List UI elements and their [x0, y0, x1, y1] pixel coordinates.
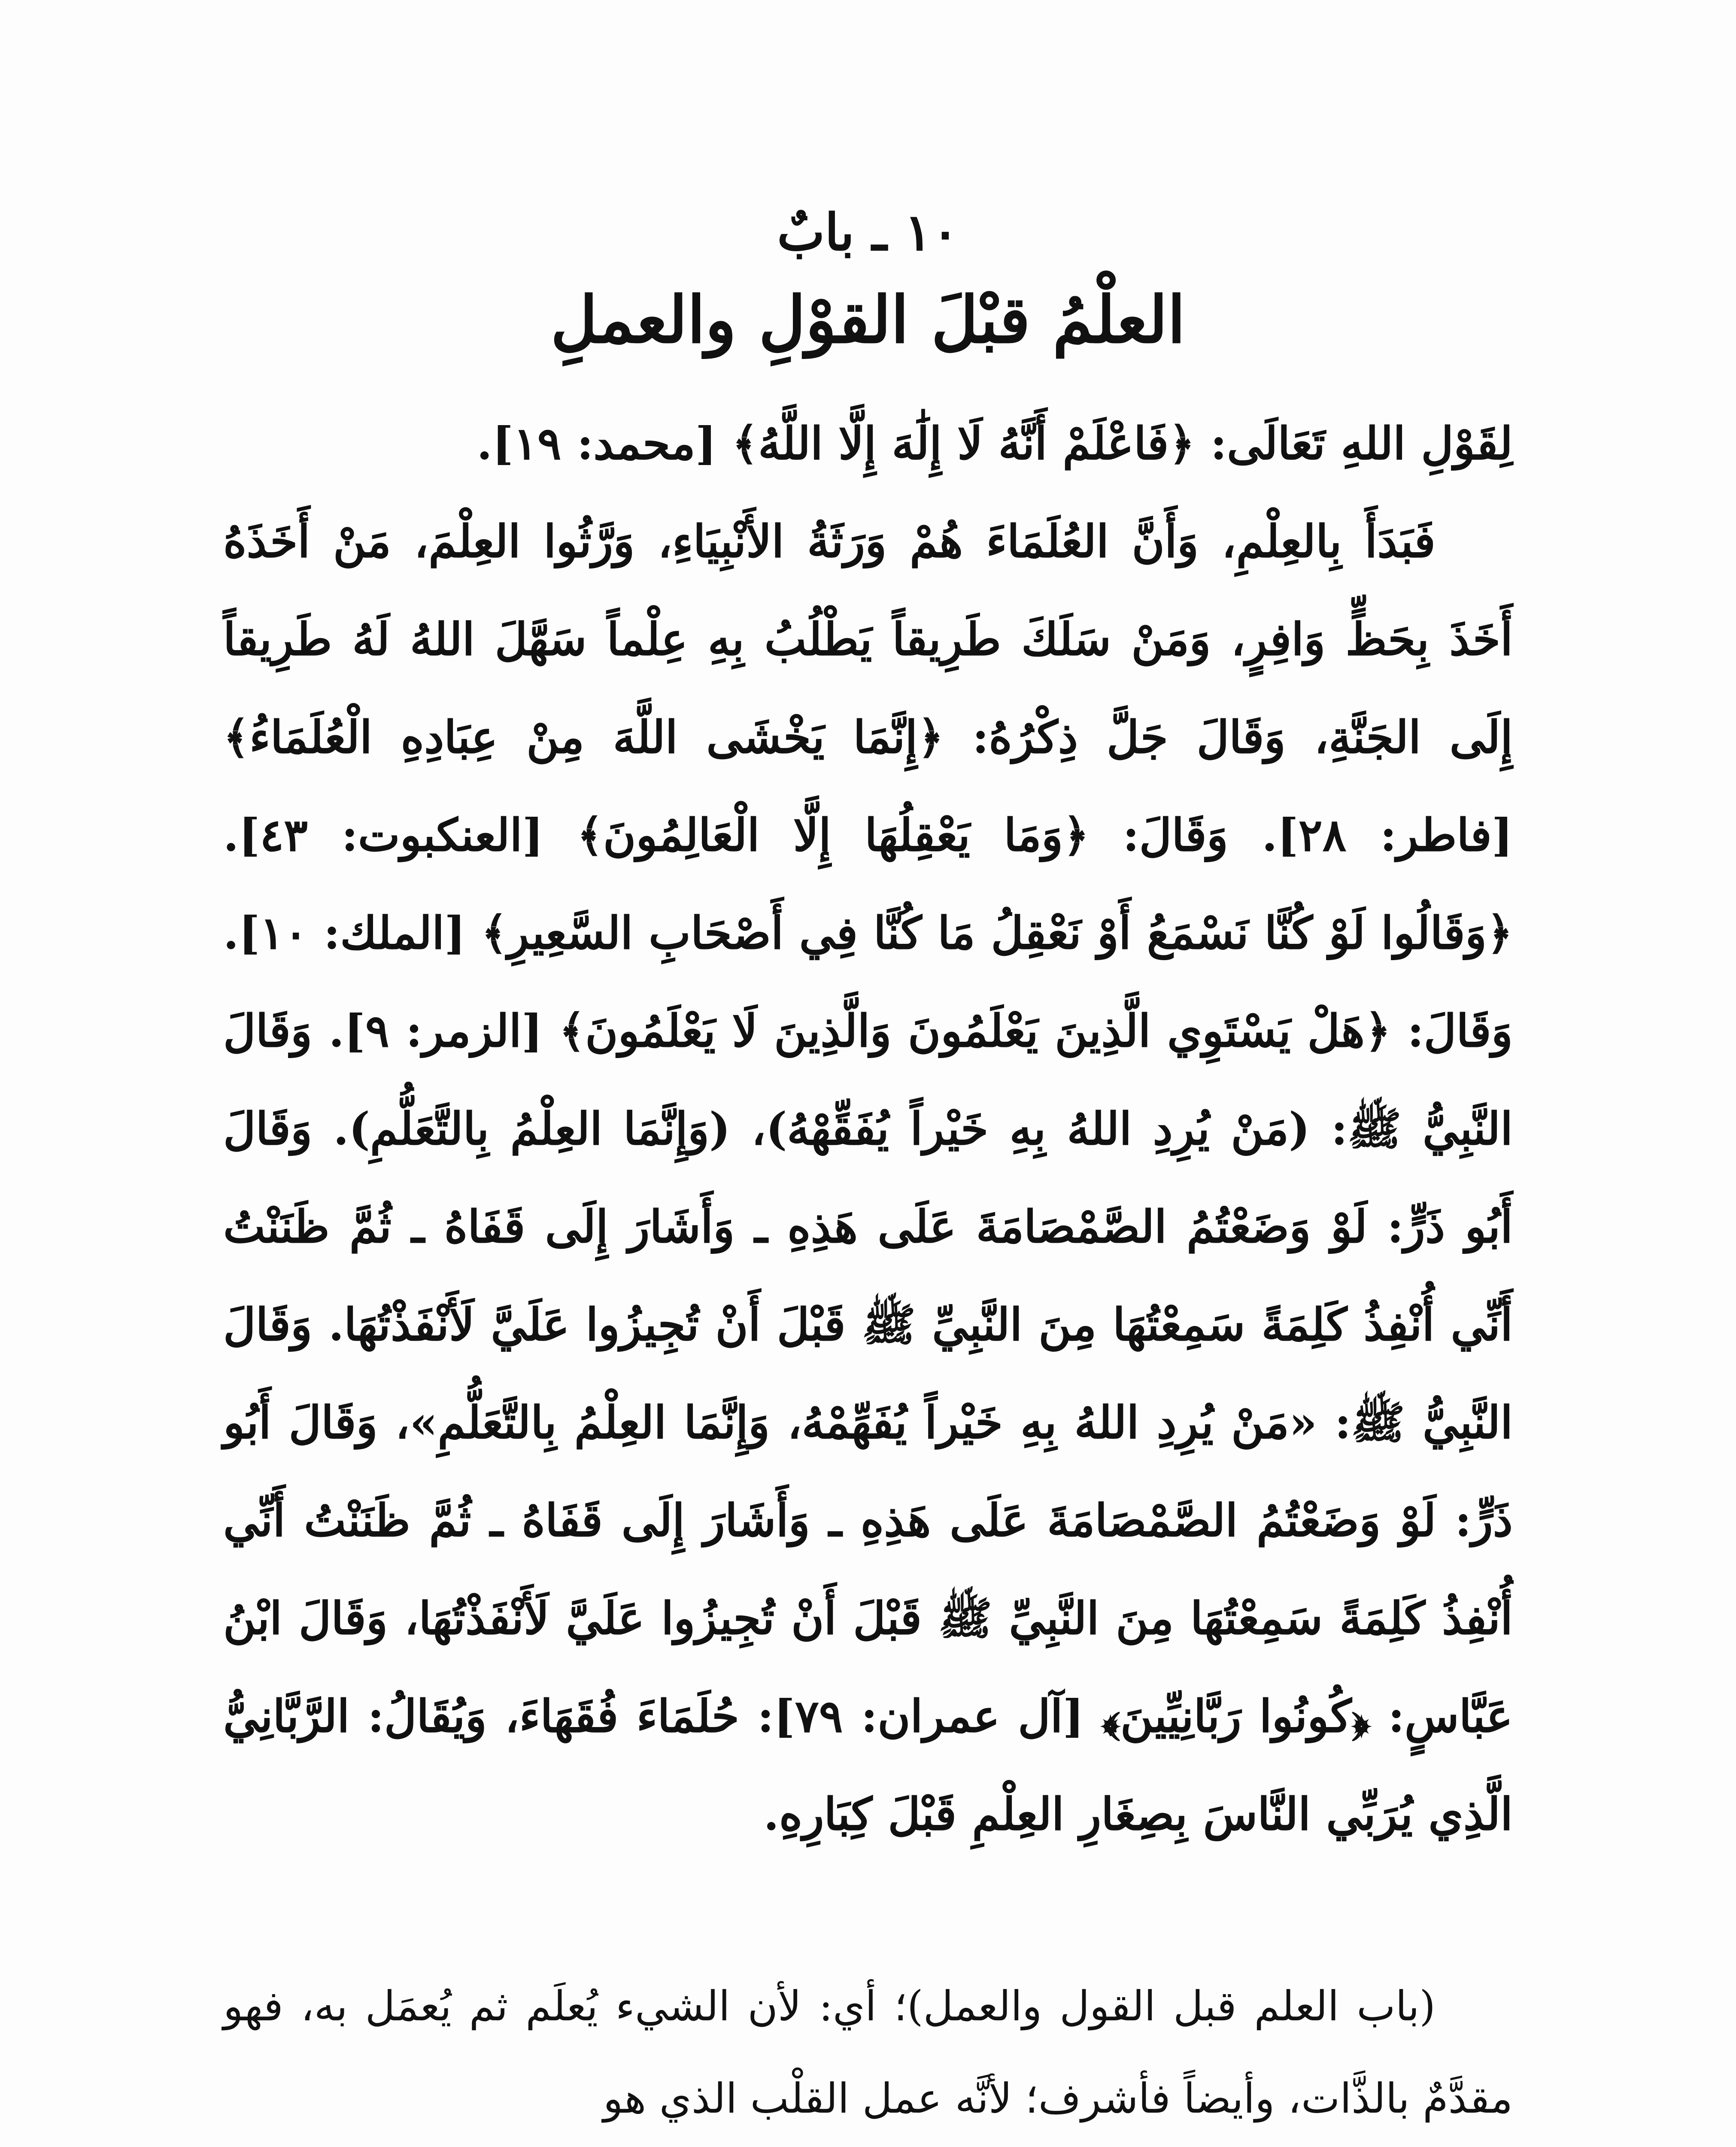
- chapter-number: ١٠ ـ بابٌ: [777, 202, 959, 262]
- matn-opening-line: لِقَوْلِ اللهِ تَعَالَى: ﴿فَاعْلَمْ أَنَّهُ لَا إِلَٰهَ إِلَّا اللَّهُ﴾ [محمد: ١٩].: [476, 417, 1513, 470]
- commentary-block: [223, 1960, 1513, 2145]
- section-gap: [223, 1863, 1513, 1919]
- commentary-paragraph: (باب العلم قبل القول والعمل)؛ أي: لأن الشيء يُعلَم ثم يُعمَل به، فهو مقدَّمٌ بالذَّات، وأيضاً فأشرف؛ لأنَّه عمل القلْب الذي هو: [223, 1982, 1513, 2123]
- hadith-text-block: [223, 395, 1513, 1863]
- page-content: [223, 202, 1513, 2147]
- matn-body-paragraph: فَبَدَأَ بِالعِلْمِ، وَأَنَّ العُلَمَاءَ هُمْ وَرَثَةُ الأَنْبِيَاءِ، وَرَّثُوا العِلْمَ، مَنْ أَخَذَهُ أَخَذَ بِحَظٍّ وَافِرٍ، وَمَنْ سَلَكَ طَرِيقاً يَطْلُبُ بِهِ عِلْماً سَهَّلَ اللهُ لَهُ طَرِيقاً إِلَى الجَنَّةِ، وَقَالَ جَلَّ ذِكْرُهُ: ﴿إِنَّمَا يَخْشَى اللَّهَ مِنْ عِبَادِهِ الْعُلَمَاءُ﴾ [فاطر: ٢٨]. وَقَالَ: ﴿وَمَا يَعْقِلُهَا إِلَّا الْعَالِمُونَ﴾ [العنكبوت: ٤٣]. ﴿وَقَالُوا لَوْ كُنَّا نَسْمَعُ أَوْ نَعْقِلُ مَا كُنَّا فِي أَصْحَابِ السَّعِيرِ﴾ [الملك: ١٠]. وَقَالَ: ﴿هَلْ يَسْتَوِي الَّذِينَ يَعْلَمُونَ وَالَّذِينَ لَا يَعْلَمُونَ﴾ [الزمر: ٩]. وَقَالَ النَّبِيُّ ﷺ: (مَنْ يُرِدِ اللهُ بِهِ خَيْراً يُفَقِّهْهُ)، (وَإِنَّمَا العِلْمُ بِالتَّعَلُّمِ). وَقَالَ أَبُو ذَرٍّ: لَوْ وَضَعْتُمُ الصَّمْصَامَةَ عَلَى هَذِهِ ـ وَأَشَارَ إِلَى قَفَاهُ ـ ثُمَّ ظَنَنْتُ أَنِّي أُنْفِذُ كَلِمَةً سَمِعْتُهَا مِنَ النَّبِيِّ ﷺ قَبْلَ أَنْ تُجِيزُوا عَلَيَّ لَأَنْفَذْتُهَا. وَقَالَ النَّبِيُّ ﷺ: «مَنْ يُرِدِ اللهُ بِهِ خَيْراً يُفَهِّمْهُ، وَإِنَّمَا العِلْمُ بِالتَّعَلُّمِ»، وَقَالَ أَبُو ذَرٍّ: لَوْ وَضَعْتُمُ الصَّمْصَامَةَ عَلَى هَذِهِ ـ وَأَشَارَ إِلَى قَفَاهُ ـ ثُمَّ ظَنَنْتُ أَنِّي أُنْفِذُ كَلِمَةً سَمِعْتُهَا مِنَ النَّبِيِّ ﷺ قَبْلَ أَنْ تُجِيزُوا عَلَيَّ لَأَنْفَذْتُهَا، وَقَالَ ابْنُ عَبَّاسٍ: ﴿كُونُوا رَبَّانِيِّينَ﴾ [آل عمران: ٧٩]: حُلَمَاءَ فُقَهَاءَ، وَيُقَالُ: الرَّبَّانِيُّ الَّذِي يُرَبِّي النَّاسَ بِصِغَارِ العِلْمِ قَبْلَ كِبَارِهِ.: [223, 515, 1513, 1841]
- chapter-title: العلْمُ قبْلَ القوْلِ والعملِ: [550, 282, 1186, 358]
